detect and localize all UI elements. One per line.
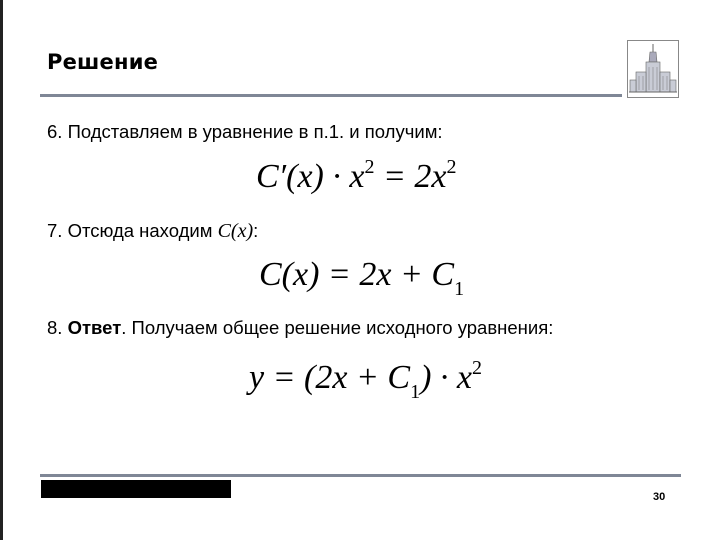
formula-step-7-subscript: 1 [454,278,465,300]
step-6-text: 6. Подставляем в уравнение в п.1. и получим: [47,121,443,142]
formula-step-7-main: C(x) = 2x + C [259,256,455,293]
formula-step-6-lhs: C′(x) · x [256,158,365,195]
step-8-number: 8. [47,317,68,338]
formula-step-8-exponent: 2 [472,357,482,379]
step-7-suffix: : [253,220,259,241]
formula-step-8 [249,357,482,403]
slide-left-border [0,0,3,540]
slide-title: Решение [47,50,159,74]
formula-step-8-main: y = (2x + C [249,359,411,396]
step-7-inline-math: C(x) [217,220,254,242]
formula-step-8-subscript: 1 [410,381,421,403]
step-8-text [47,317,553,339]
university-logo-icon [627,40,679,98]
step-7-text [47,220,258,243]
step-7-prefix: 7. Отсюда находим [47,220,218,241]
page-number: 30 [653,491,666,503]
formula-step-7 [259,256,465,300]
title-divider [40,94,622,97]
footer-black-bar [41,480,231,498]
formula-step-6 [256,156,457,195]
step-8-description: . Получаем общее решение исходного уравнения: [121,317,554,338]
formula-step-6-lhs-exponent: 2 [364,156,375,178]
formula-step-6-rhs: = 2x [374,158,447,195]
formula-step-6-rhs-exponent: 2 [446,156,457,178]
formula-step-8-rest: ) · x [420,359,472,396]
footer-divider [40,474,681,477]
step-8-answer-label: Ответ [67,317,122,338]
